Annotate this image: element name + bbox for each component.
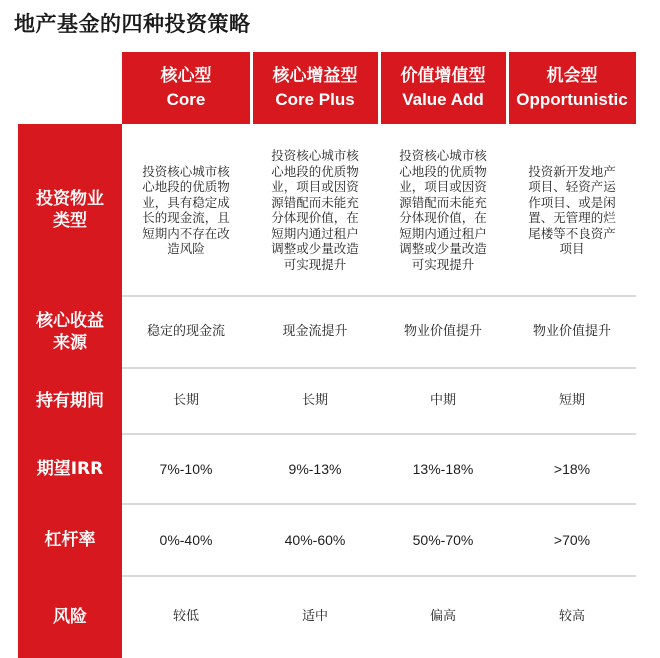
table-cell xyxy=(122,434,250,504)
cell-text: 业，具有稳定成 xyxy=(142,194,230,210)
row-label-4 xyxy=(18,434,122,504)
header-divider xyxy=(506,52,509,124)
cell-text: >70% xyxy=(553,532,591,548)
row-label-1 xyxy=(18,124,122,296)
row-label-line: 风险 xyxy=(53,607,87,627)
cell-text: 投资核心城市核 xyxy=(271,148,359,163)
row-divider xyxy=(122,575,636,577)
column-header-zh: 价值增值型 xyxy=(400,66,486,86)
table-cell xyxy=(508,124,636,296)
cell-text: 投资新开发地产 xyxy=(528,163,616,179)
table-cell xyxy=(122,124,250,296)
table-cell xyxy=(508,368,636,434)
cell-text: 40%-60% xyxy=(284,532,346,548)
cell-text: 中期 xyxy=(429,393,456,408)
column-header-en: Value Add xyxy=(402,90,484,109)
cell-text: 现金流提升 xyxy=(282,324,348,339)
row-label-6 xyxy=(18,576,122,658)
cell-text: 长期 xyxy=(301,393,328,408)
cell-text: 9%-13% xyxy=(288,461,342,477)
cell-text: 长期 xyxy=(172,393,199,408)
column-header-zh: 机会型 xyxy=(546,66,598,86)
cell-text: 源错配而未能充 xyxy=(271,194,359,210)
cell-text: 物业价值提升 xyxy=(532,324,611,339)
row-label-2 xyxy=(18,296,122,368)
table-cell xyxy=(122,576,250,658)
cell-text: 投资核心城市核 xyxy=(399,148,487,163)
table-body xyxy=(122,124,636,658)
cell-text: 物业价值提升 xyxy=(403,324,482,339)
row-label-line: 来源 xyxy=(53,333,87,353)
cell-text: 13%-18% xyxy=(412,461,474,477)
cell-text: 7%-10% xyxy=(159,461,213,477)
column-header-3 xyxy=(380,52,506,124)
cell-text: 作项目、或是闲 xyxy=(528,194,616,210)
cell-text: 稳定的现金流 xyxy=(146,324,225,339)
table-cell xyxy=(380,124,506,296)
table-cell xyxy=(380,296,506,368)
table-cell xyxy=(508,434,636,504)
row-divider xyxy=(122,503,636,505)
row-divider xyxy=(122,367,636,369)
row-divider xyxy=(122,295,636,297)
header-corner-blank xyxy=(18,52,122,124)
cell-text: 偏高 xyxy=(429,609,456,624)
column-header-zh: 核心增益型 xyxy=(272,66,358,86)
cell-text: 项目 xyxy=(559,241,585,256)
cell-text: 分体现价值，在 xyxy=(399,210,487,225)
column-header-en: Opportunistic xyxy=(516,90,628,109)
row-label-column xyxy=(18,124,122,658)
strategy-table xyxy=(18,52,636,658)
header-divider xyxy=(250,52,253,124)
header-divider xyxy=(378,52,381,124)
row-divider xyxy=(122,433,636,435)
cell-text: 短期 xyxy=(558,393,585,408)
row-label-5 xyxy=(18,504,122,576)
table-cell xyxy=(508,576,636,658)
cell-text: 短期内通过租户 xyxy=(399,225,487,241)
cell-text: 尾楼等不良资产 xyxy=(528,225,616,241)
table-cell xyxy=(122,504,250,576)
row-label-line: 核心收益 xyxy=(36,311,104,331)
page-title: 地产基金的四种投资策略 xyxy=(14,12,251,36)
cell-text: 调整或少量改造 xyxy=(271,241,359,256)
row-label-3 xyxy=(18,368,122,434)
cell-text: 可实现提升 xyxy=(283,256,347,272)
cell-text: 业，项目或因资 xyxy=(271,179,359,194)
table-cell xyxy=(380,434,506,504)
cell-text: 短期内通过租户 xyxy=(271,225,359,241)
table-cell xyxy=(252,124,378,296)
cell-text: 投资核心城市核 xyxy=(142,163,230,179)
table-cell xyxy=(252,296,378,368)
cell-text: 心地段的优质物 xyxy=(271,163,359,179)
cell-text: 长的现金流，且 xyxy=(142,210,230,225)
table-cell xyxy=(380,504,506,576)
column-header-4 xyxy=(508,52,636,124)
column-header-zh: 核心型 xyxy=(160,66,212,86)
cell-text: 调整或少量改造 xyxy=(399,241,487,256)
row-label-line: 投资物业 xyxy=(36,189,104,209)
table-cell xyxy=(252,434,378,504)
cell-text: 0%-40% xyxy=(159,532,213,548)
table-cell xyxy=(252,504,378,576)
column-header-en: Core Plus xyxy=(275,90,355,109)
cell-text: 心地段的优质物 xyxy=(142,179,230,194)
cell-text: 源错配而未能充 xyxy=(399,194,487,210)
row-label-line: 类型 xyxy=(53,211,87,231)
row-label-line: 杠杆率 xyxy=(44,530,96,550)
cell-text: 较高 xyxy=(558,609,585,624)
table-header xyxy=(18,52,636,124)
table-cell xyxy=(122,296,250,368)
cell-text: 可实现提升 xyxy=(411,256,475,272)
table-cell xyxy=(122,368,250,434)
cell-text: 业，项目或因资 xyxy=(399,179,487,194)
row-label-line: 持有期间 xyxy=(36,391,104,411)
table-cell xyxy=(252,368,378,434)
cell-text: 心地段的优质物 xyxy=(399,163,487,179)
cell-text: 短期内不存在改 xyxy=(142,225,230,241)
cell-text: 造风险 xyxy=(167,241,205,256)
cell-text: 置、无管理的烂 xyxy=(528,210,616,225)
cell-text: 项目、轻资产运 xyxy=(528,179,616,194)
cell-text: 适中 xyxy=(301,609,328,624)
table-cell xyxy=(508,296,636,368)
column-header-1 xyxy=(122,52,250,124)
table-cell xyxy=(380,576,506,658)
cell-text: 分体现价值，在 xyxy=(271,210,359,225)
column-header-2 xyxy=(252,52,378,124)
table-cell xyxy=(508,504,636,576)
table-cell xyxy=(380,368,506,434)
cell-text: >18% xyxy=(553,461,591,477)
column-header-en: Core xyxy=(166,90,206,109)
cell-text: 50%-70% xyxy=(412,532,474,548)
table-cell xyxy=(252,576,378,658)
cell-text: 较低 xyxy=(172,609,199,624)
row-label-line: 期望IRR xyxy=(36,459,104,479)
